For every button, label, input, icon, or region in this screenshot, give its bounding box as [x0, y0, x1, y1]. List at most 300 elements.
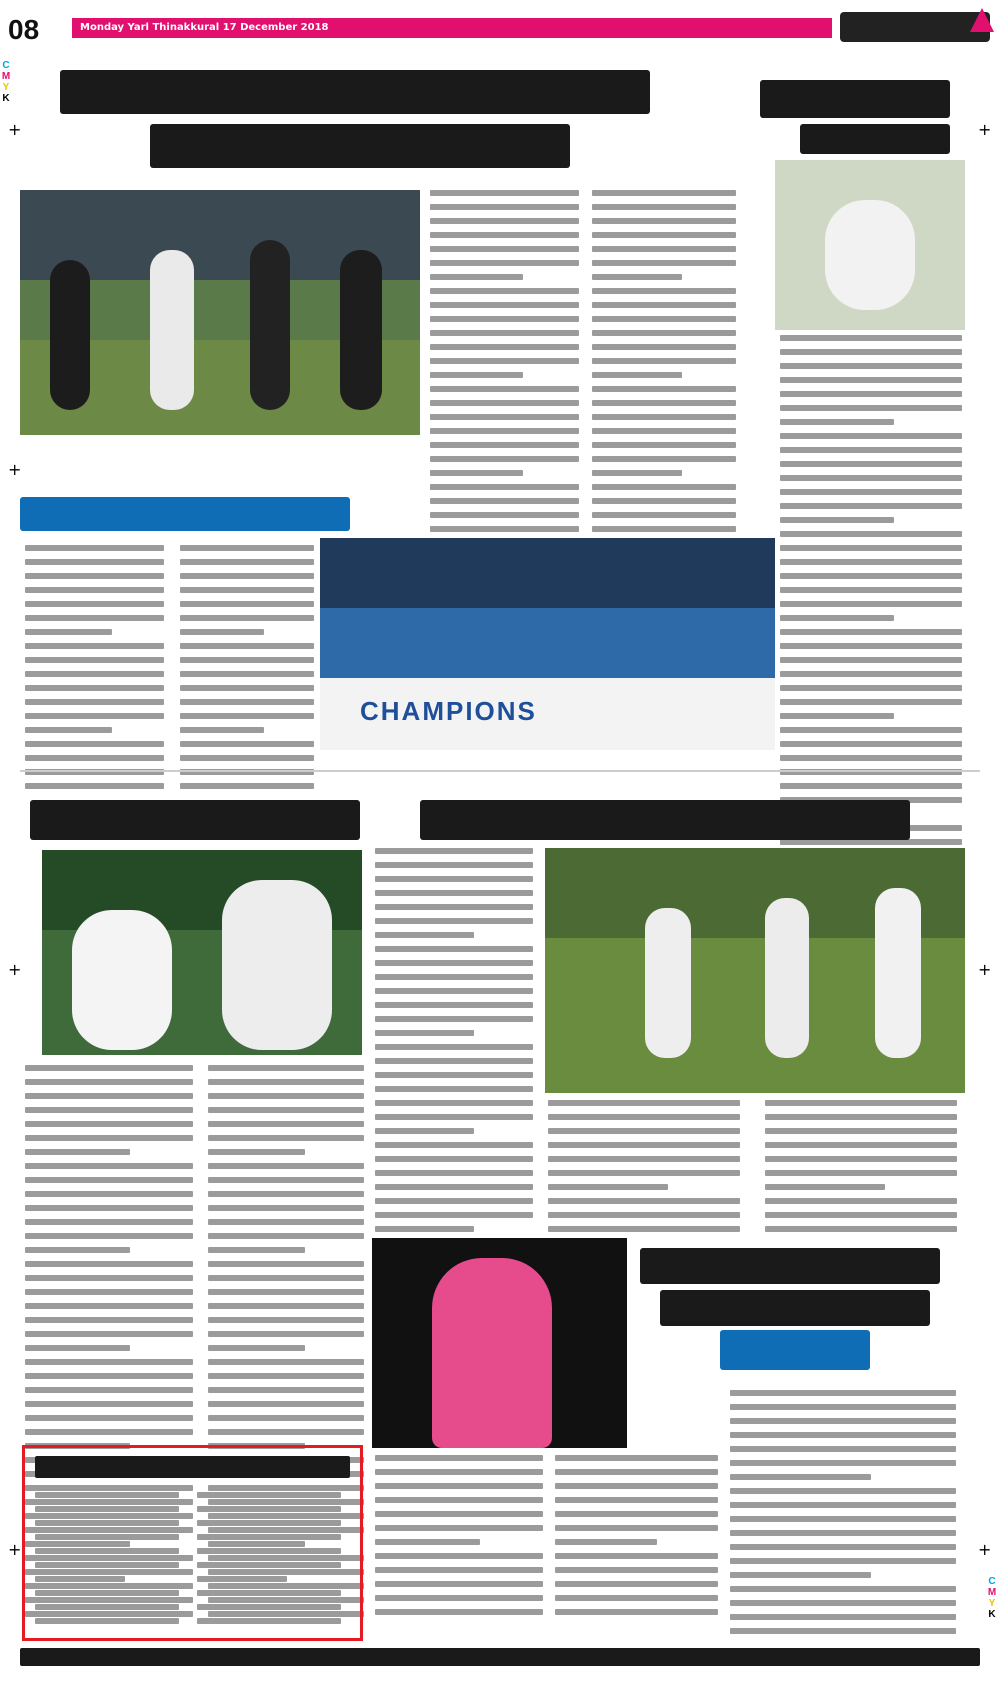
text-line-placeholder [780, 503, 962, 509]
text-line-placeholder [25, 545, 164, 551]
text-line-placeholder [592, 428, 736, 434]
text-line-placeholder [208, 1107, 364, 1113]
text-line-placeholder [430, 232, 579, 238]
text-line-placeholder [765, 1156, 957, 1162]
text-line-placeholder [25, 1373, 193, 1379]
registration-mark-icon: + [8, 460, 22, 479]
photo-aus-bowler [775, 160, 965, 330]
text-line-placeholder [25, 1331, 193, 1337]
text-line-placeholder [375, 1184, 533, 1190]
text-line-placeholder [592, 218, 736, 224]
headline-sl-champions [20, 497, 350, 531]
text-line-placeholder [430, 190, 579, 196]
photo-caption: CHAMPIONS [360, 696, 537, 726]
text-line-placeholder [375, 1609, 543, 1615]
text-line-placeholder [592, 400, 736, 406]
text-line-placeholder [208, 1261, 364, 1267]
headline-australia-lead [420, 800, 910, 840]
headline-match-time-change [35, 1456, 350, 1478]
text-line-placeholder [25, 643, 164, 649]
text-line-placeholder [780, 755, 962, 761]
text-line-placeholder [208, 1359, 364, 1365]
text-line-placeholder [592, 302, 736, 308]
text-line-placeholder [25, 1177, 193, 1183]
text-line-placeholder [25, 1401, 193, 1407]
text-line-placeholder [375, 1114, 533, 1120]
text-line-placeholder [730, 1502, 956, 1508]
text-line-placeholder [180, 755, 314, 761]
text-line-placeholder [548, 1212, 740, 1218]
name-ribbon-sindhu [720, 1330, 870, 1370]
text-line-placeholder [208, 1177, 364, 1183]
text-line-placeholder [35, 1604, 179, 1610]
text-line-placeholder [730, 1488, 956, 1494]
text-line-placeholder [375, 1142, 533, 1148]
text-line-placeholder [208, 1429, 364, 1435]
headline-nz-sl-test-line2 [150, 124, 570, 168]
headline-kohli-record [30, 800, 360, 840]
text-line-placeholder [780, 741, 962, 747]
text-line-placeholder [730, 1572, 871, 1578]
text-line-placeholder [25, 1065, 193, 1071]
text-line-placeholder [592, 288, 736, 294]
text-line-placeholder [25, 1303, 193, 1309]
text-line-placeholder [592, 386, 736, 392]
text-line-placeholder [780, 475, 962, 481]
registration-mark-icon: + [978, 1540, 992, 1559]
text-line-placeholder [555, 1581, 718, 1587]
text-line-placeholder [730, 1390, 956, 1396]
text-line-placeholder [25, 1429, 193, 1435]
text-line-placeholder [430, 288, 579, 294]
text-line-placeholder [208, 1093, 364, 1099]
text-line-placeholder [780, 433, 962, 439]
text-line-placeholder [780, 699, 962, 705]
text-line-placeholder [197, 1520, 341, 1526]
text-line-placeholder [25, 1093, 193, 1099]
text-line-placeholder [780, 545, 962, 551]
text-line-placeholder [548, 1156, 740, 1162]
text-line-placeholder [375, 946, 533, 952]
text-line-placeholder [765, 1100, 957, 1106]
text-line-placeholder [780, 419, 894, 425]
text-line-placeholder [592, 204, 736, 210]
text-line-placeholder [197, 1506, 341, 1512]
headline-nz-sl-test [60, 70, 650, 114]
text-line-placeholder [780, 517, 894, 523]
text-line-placeholder [25, 1415, 193, 1421]
text-line-placeholder [208, 1331, 364, 1337]
color-strip-right: C M Y K [987, 1576, 997, 1620]
text-line-placeholder [780, 461, 962, 467]
text-line-placeholder [35, 1576, 125, 1582]
registration-mark-icon: + [8, 120, 22, 139]
article-body-sindhu-col1 [375, 1455, 550, 1623]
text-line-placeholder [25, 713, 164, 719]
text-line-placeholder [780, 559, 962, 565]
text-line-placeholder [592, 190, 736, 196]
text-line-placeholder [208, 1247, 305, 1253]
text-line-placeholder [730, 1530, 956, 1536]
registration-mark-icon: + [978, 120, 992, 139]
text-line-placeholder [25, 1121, 193, 1127]
text-line-placeholder [375, 1567, 543, 1573]
text-line-placeholder [35, 1618, 179, 1624]
article-body-nz-sl-col1 [430, 190, 585, 554]
text-line-placeholder [208, 1415, 364, 1421]
article-body-australia-col3 [765, 1100, 965, 1240]
text-line-placeholder [555, 1455, 718, 1461]
text-line-placeholder [375, 1072, 533, 1078]
text-line-placeholder [180, 545, 314, 551]
text-line-placeholder [780, 531, 962, 537]
date-line: Monday Yarl Thinakkural 17 December 2018 [80, 22, 329, 33]
text-line-placeholder [730, 1586, 956, 1592]
text-line-placeholder [208, 1401, 364, 1407]
divider [20, 770, 980, 772]
text-line-placeholder [765, 1128, 957, 1134]
text-line-placeholder [35, 1506, 179, 1512]
text-line-placeholder [430, 428, 579, 434]
text-line-placeholder [375, 988, 533, 994]
text-line-placeholder [180, 727, 264, 733]
text-line-placeholder [548, 1142, 740, 1148]
text-line-placeholder [780, 447, 962, 453]
text-line-placeholder [780, 601, 962, 607]
text-line-placeholder [730, 1460, 956, 1466]
text-line-placeholder [592, 442, 736, 448]
text-line-placeholder [375, 862, 533, 868]
text-line-placeholder [25, 559, 164, 565]
text-line-placeholder [375, 1553, 543, 1559]
text-line-placeholder [375, 904, 533, 910]
text-line-placeholder [25, 741, 164, 747]
text-line-placeholder [180, 657, 314, 663]
text-line-placeholder [730, 1418, 956, 1424]
text-line-placeholder [375, 918, 533, 924]
text-line-placeholder [197, 1534, 341, 1540]
text-line-placeholder [780, 363, 962, 369]
text-line-placeholder [765, 1198, 957, 1204]
text-line-placeholder [208, 1135, 364, 1141]
text-line-placeholder [375, 1086, 533, 1092]
text-line-placeholder [592, 512, 736, 518]
photo-nz-celebration [20, 190, 420, 435]
text-line-placeholder [780, 615, 894, 621]
text-line-placeholder [555, 1497, 718, 1503]
text-line-placeholder [765, 1170, 957, 1176]
text-line-placeholder [208, 1065, 364, 1071]
text-line-placeholder [25, 727, 112, 733]
text-line-placeholder [208, 1387, 364, 1393]
color-strip-left: C M Y K [1, 60, 11, 104]
text-line-placeholder [25, 755, 164, 761]
text-line-placeholder [197, 1618, 341, 1624]
date-line-bar [72, 18, 832, 38]
text-line-placeholder [430, 386, 579, 392]
text-line-placeholder [555, 1511, 718, 1517]
text-line-placeholder [25, 1205, 193, 1211]
text-line-placeholder [780, 685, 962, 691]
text-line-placeholder [208, 1163, 364, 1169]
text-line-placeholder [548, 1170, 740, 1176]
text-line-placeholder [25, 1289, 193, 1295]
text-line-placeholder [180, 615, 314, 621]
text-line-placeholder [592, 498, 736, 504]
text-line-placeholder [375, 960, 533, 966]
text-line-placeholder [780, 489, 962, 495]
text-line-placeholder [375, 1511, 543, 1517]
text-line-placeholder [25, 1387, 193, 1393]
text-line-placeholder [180, 629, 264, 635]
text-line-placeholder [430, 302, 579, 308]
registration-mark-icon: + [8, 960, 22, 979]
page-number: 08 [8, 14, 40, 45]
text-line-placeholder [780, 335, 962, 341]
text-line-placeholder [208, 1219, 364, 1225]
text-line-placeholder [780, 657, 962, 663]
text-line-placeholder [208, 1149, 305, 1155]
text-line-placeholder [197, 1492, 341, 1498]
text-line-placeholder [592, 232, 736, 238]
text-line-placeholder [555, 1609, 718, 1615]
text-line-placeholder [430, 470, 523, 476]
text-line-placeholder [780, 391, 962, 397]
text-line-placeholder [730, 1516, 956, 1522]
text-line-placeholder [25, 1233, 193, 1239]
photo-kohli [42, 850, 362, 1055]
article-body-sindhu-col3 [730, 1390, 965, 1642]
text-line-placeholder [25, 657, 164, 663]
text-line-placeholder [25, 699, 164, 705]
text-line-placeholder [592, 316, 736, 322]
text-line-placeholder [430, 526, 579, 532]
text-line-placeholder [548, 1114, 740, 1120]
text-line-placeholder [180, 671, 314, 677]
text-line-placeholder [25, 1261, 193, 1267]
text-line-placeholder [780, 405, 962, 411]
text-line-placeholder [430, 484, 579, 490]
text-line-placeholder [375, 932, 474, 938]
article-body-sindhu-col2 [555, 1455, 725, 1623]
text-line-placeholder [780, 713, 894, 719]
text-line-placeholder [375, 1539, 480, 1545]
text-line-placeholder [555, 1595, 718, 1601]
text-line-placeholder [375, 848, 533, 854]
headline-sindhu-world-title [640, 1248, 940, 1284]
text-line-placeholder [375, 1525, 543, 1531]
text-line-placeholder [592, 414, 736, 420]
text-line-placeholder [375, 890, 533, 896]
text-line-placeholder [780, 629, 962, 635]
text-line-placeholder [430, 372, 523, 378]
text-line-placeholder [548, 1184, 668, 1190]
text-line-placeholder [730, 1544, 956, 1550]
text-line-placeholder [375, 1030, 474, 1036]
text-line-placeholder [25, 671, 164, 677]
corner-triangle-icon [970, 8, 994, 32]
text-line-placeholder [765, 1142, 957, 1148]
text-line-placeholder [375, 1156, 533, 1162]
text-line-placeholder [430, 442, 579, 448]
article-body-match-time-col1 [35, 1492, 185, 1632]
text-line-placeholder [375, 1002, 533, 1008]
text-line-placeholder [197, 1548, 341, 1554]
text-line-placeholder [375, 1497, 543, 1503]
text-line-placeholder [375, 1469, 543, 1475]
article-body-sl-champions-col1 [25, 545, 170, 797]
text-line-placeholder [592, 358, 736, 364]
text-line-placeholder [555, 1483, 718, 1489]
text-line-placeholder [592, 526, 736, 532]
text-line-placeholder [780, 727, 962, 733]
text-line-placeholder [375, 1044, 533, 1050]
text-line-placeholder [592, 330, 736, 336]
article-body-australia-col2 [548, 1100, 748, 1240]
text-line-placeholder [555, 1469, 718, 1475]
article-body-sl-champions-col2 [180, 545, 320, 797]
text-line-placeholder [430, 498, 579, 504]
text-line-placeholder [548, 1226, 740, 1232]
text-line-placeholder [592, 260, 736, 266]
text-line-placeholder [25, 1247, 130, 1253]
text-line-placeholder [730, 1474, 871, 1480]
photo-sl-champions [320, 538, 775, 750]
text-line-placeholder [548, 1128, 740, 1134]
photo-sindhu [372, 1238, 627, 1448]
text-line-placeholder [375, 1455, 543, 1461]
text-line-placeholder [730, 1628, 956, 1634]
text-line-placeholder [25, 1135, 193, 1141]
text-line-placeholder [780, 643, 962, 649]
text-line-placeholder [430, 316, 579, 322]
text-line-placeholder [730, 1600, 956, 1606]
text-line-placeholder [180, 699, 314, 705]
text-line-placeholder [780, 349, 962, 355]
text-line-placeholder [35, 1548, 179, 1554]
text-line-placeholder [592, 274, 682, 280]
text-line-placeholder [180, 783, 314, 789]
text-line-placeholder [197, 1576, 287, 1582]
text-line-placeholder [180, 559, 314, 565]
text-line-placeholder [375, 1581, 543, 1587]
text-line-placeholder [25, 685, 164, 691]
text-line-placeholder [25, 1191, 193, 1197]
text-line-placeholder [765, 1212, 957, 1218]
text-line-placeholder [375, 1595, 543, 1601]
text-line-placeholder [208, 1303, 364, 1309]
text-line-placeholder [25, 1107, 193, 1113]
text-line-placeholder [592, 470, 682, 476]
text-line-placeholder [555, 1525, 718, 1531]
text-line-placeholder [35, 1520, 179, 1526]
text-line-placeholder [25, 629, 112, 635]
text-line-placeholder [730, 1432, 956, 1438]
section-label [840, 12, 990, 42]
text-line-placeholder [765, 1184, 885, 1190]
text-line-placeholder [25, 1275, 193, 1281]
text-line-placeholder [25, 1345, 130, 1351]
text-line-placeholder [35, 1590, 179, 1596]
text-line-placeholder [730, 1614, 956, 1620]
text-line-placeholder [780, 377, 962, 383]
text-line-placeholder [25, 573, 164, 579]
text-line-placeholder [208, 1289, 364, 1295]
text-line-placeholder [592, 372, 682, 378]
text-line-placeholder [180, 601, 314, 607]
text-line-placeholder [25, 1149, 130, 1155]
text-line-placeholder [730, 1558, 956, 1564]
text-line-placeholder [765, 1114, 957, 1120]
text-line-placeholder [375, 1198, 533, 1204]
boxed-story-match-time [22, 1445, 363, 1641]
text-line-placeholder [548, 1198, 740, 1204]
text-line-placeholder [730, 1446, 956, 1452]
text-line-placeholder [197, 1590, 341, 1596]
article-body-nz-sl-col2 [592, 190, 742, 554]
text-line-placeholder [375, 1226, 474, 1232]
text-line-placeholder [35, 1492, 179, 1498]
text-line-placeholder [375, 974, 533, 980]
text-line-placeholder [208, 1373, 364, 1379]
text-line-placeholder [208, 1275, 364, 1281]
headline-sindhu-line2 [660, 1290, 930, 1326]
text-line-placeholder [35, 1534, 179, 1540]
text-line-placeholder [430, 246, 579, 252]
registration-mark-icon: + [8, 1540, 22, 1559]
text-line-placeholder [180, 573, 314, 579]
text-line-placeholder [180, 713, 314, 719]
text-line-placeholder [25, 1079, 193, 1085]
text-line-placeholder [430, 274, 523, 280]
registration-mark-icon: + [978, 960, 992, 979]
text-line-placeholder [592, 246, 736, 252]
text-line-placeholder [25, 783, 164, 789]
text-line-placeholder [780, 587, 962, 593]
text-line-placeholder [180, 685, 314, 691]
text-line-placeholder [430, 358, 579, 364]
text-line-placeholder [375, 1058, 533, 1064]
text-line-placeholder [592, 456, 736, 462]
text-line-placeholder [375, 876, 533, 882]
text-line-placeholder [548, 1100, 740, 1106]
text-line-placeholder [375, 1212, 533, 1218]
text-line-placeholder [208, 1233, 364, 1239]
text-line-placeholder [25, 615, 164, 621]
text-line-placeholder [375, 1016, 533, 1022]
text-line-placeholder [25, 1163, 193, 1169]
headline-aus-bowler-record-line2 [800, 124, 950, 154]
text-line-placeholder [375, 1128, 474, 1134]
text-line-placeholder [25, 601, 164, 607]
text-line-placeholder [592, 344, 736, 350]
text-line-placeholder [180, 741, 314, 747]
text-line-placeholder [25, 1219, 193, 1225]
photo-australia-lead [545, 848, 965, 1093]
text-line-placeholder [430, 260, 579, 266]
text-line-placeholder [208, 1317, 364, 1323]
text-line-placeholder [430, 204, 579, 210]
text-line-placeholder [375, 1100, 533, 1106]
text-line-placeholder [375, 1483, 543, 1489]
text-line-placeholder [375, 1170, 533, 1176]
headline-aus-bowler-record [760, 80, 950, 118]
text-line-placeholder [730, 1404, 956, 1410]
text-line-placeholder [555, 1567, 718, 1573]
text-line-placeholder [197, 1604, 341, 1610]
text-line-placeholder [180, 587, 314, 593]
text-line-placeholder [430, 456, 579, 462]
